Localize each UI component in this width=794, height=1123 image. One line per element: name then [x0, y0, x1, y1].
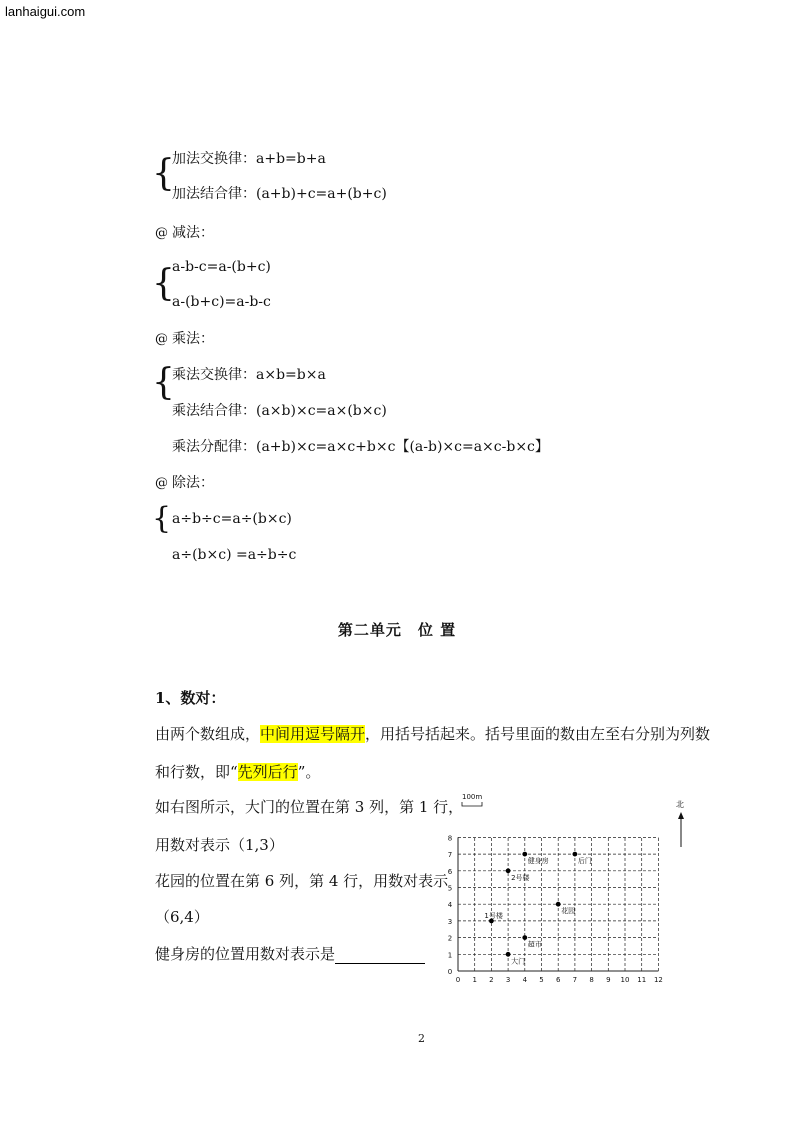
place-marker	[522, 852, 527, 857]
watermark: lanhaigui.com	[5, 4, 86, 19]
page-number: 2	[418, 1032, 425, 1045]
highlight: 中间用逗号隔开	[260, 725, 366, 743]
text: ，用括号括起来。括号里面的数由左至右分别为列数	[365, 725, 711, 743]
multiplication-associative: 乘法结合律：(a×b)×c=a×(b×c)	[172, 403, 387, 419]
highlight: 先列后行	[237, 763, 298, 781]
x-tick-label: 0	[455, 976, 461, 984]
place-label: 大门	[511, 957, 526, 966]
paragraph-line-1	[155, 724, 710, 744]
y-tick-label: 6	[447, 867, 453, 876]
paragraph-line-5: 花园的位置在第 6 列，第 4 行，用数对表示	[155, 872, 449, 890]
text: ”。	[297, 763, 321, 781]
axis-ticks	[448, 834, 663, 984]
text: 由两个数组成，	[155, 725, 261, 743]
x-tick-label: 10	[620, 976, 630, 984]
addition-commutative: 加法交换律：a+b=b+a	[172, 151, 326, 167]
scale-label: 100m	[462, 793, 483, 801]
scale-bar	[462, 802, 482, 806]
y-tick-label: 0	[447, 968, 453, 976]
left-brace: {	[152, 263, 175, 304]
place-marker	[556, 902, 561, 907]
coordinate-map	[440, 785, 710, 995]
multiplication-distributive: 乘法分配律：(a+b)×c=a×c+b×c【(a-b)×c=a×c-b×c】	[172, 439, 549, 455]
section-marker: @	[155, 332, 168, 347]
paragraph-line-3: 如右图所示，大门的位置在第 3 列，第 1 行，	[155, 798, 464, 816]
x-tick-label: 3	[505, 976, 511, 984]
subtraction-rule-1: a-b-c=a-(b+c)	[172, 259, 271, 275]
section-marker: @	[155, 476, 168, 491]
north-arrow-icon	[678, 812, 684, 819]
section-marker: @	[155, 226, 168, 241]
paragraph-line-4: 用数对表示（1,3）	[155, 836, 284, 854]
place-label: 超市	[527, 940, 542, 949]
place-label: 后门	[577, 857, 592, 866]
y-tick-label: 8	[447, 834, 453, 843]
paragraph-line-2	[155, 762, 320, 782]
text: 健身房的位置用数对表示是	[155, 945, 336, 963]
place-marker	[506, 868, 511, 873]
section-heading: 1、数对：	[155, 689, 226, 707]
map-places	[484, 852, 592, 966]
north-label: 北	[676, 800, 684, 809]
x-tick-label: 7	[572, 976, 578, 984]
x-tick-label: 4	[522, 976, 528, 984]
place-label: 2号楼	[511, 873, 530, 882]
place-marker	[522, 935, 527, 940]
multiplication-commutative: 乘法交换律：a×b=b×a	[172, 367, 326, 383]
division-rule-2: a÷(b×c) =a÷b÷c	[172, 547, 297, 563]
x-tick-label: 2	[489, 976, 494, 984]
x-tick-label: 12	[653, 976, 663, 984]
left-brace: {	[152, 501, 172, 536]
answer-blank	[335, 949, 425, 964]
paragraph-line-7	[155, 944, 425, 964]
x-tick-label: 9	[606, 976, 611, 984]
multiplication-heading: 乘法：	[172, 331, 214, 347]
place-label: 健身房	[527, 857, 549, 866]
y-tick-label: 2	[447, 934, 453, 943]
y-tick-label: 5	[447, 884, 453, 893]
division-rule-1: a÷b÷c=a÷(b×c)	[172, 511, 292, 527]
x-tick-label: 5	[539, 976, 544, 984]
paragraph-line-6: （6,4）	[155, 908, 209, 926]
place-label: 花园	[561, 907, 576, 916]
place-label: 1号楼	[484, 911, 503, 920]
text: 和行数，即“	[155, 763, 238, 781]
x-tick-label: 1	[472, 976, 477, 984]
y-tick-label: 1	[447, 951, 453, 960]
left-brace: {	[152, 153, 175, 194]
y-tick-label: 3	[447, 917, 453, 926]
x-tick-label: 11	[637, 976, 647, 984]
subtraction-rule-2: a-(b+c)=a-b-c	[172, 294, 271, 310]
addition-associative: 加法结合律：(a+b)+c=a+(b+c)	[172, 186, 387, 202]
place-marker	[573, 852, 578, 857]
x-tick-label: 6	[555, 976, 561, 984]
subtraction-heading: 减法：	[172, 225, 214, 241]
left-brace: {	[152, 362, 175, 403]
x-tick-label: 8	[589, 976, 594, 984]
place-marker	[506, 952, 511, 957]
division-heading: 除法：	[172, 475, 214, 491]
y-tick-label: 4	[447, 901, 453, 910]
y-tick-label: 7	[447, 851, 453, 860]
unit-title: 第二单元 位 置	[337, 621, 457, 639]
